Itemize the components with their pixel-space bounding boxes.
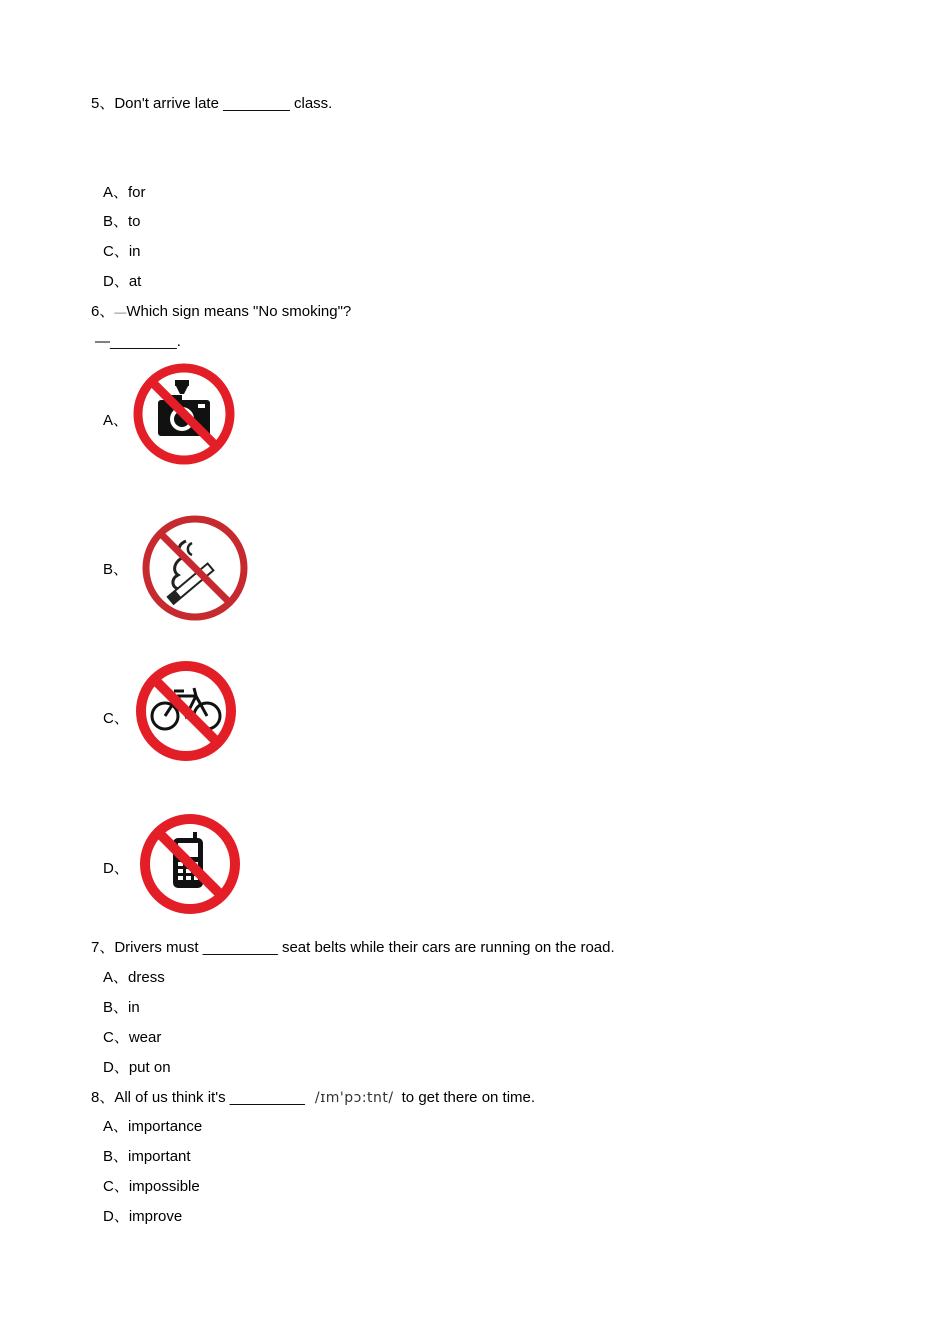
no-mobile-phone-icon[interactable] <box>138 812 242 916</box>
question-number: 5、 <box>91 95 115 112</box>
option-letter: D、 <box>103 273 129 290</box>
question-5 <box>91 94 332 114</box>
no-smoking-icon[interactable] <box>140 513 250 623</box>
option-b[interactable] <box>103 1147 191 1167</box>
option-letter: D、 <box>103 860 129 877</box>
no-camera-icon[interactable] <box>132 362 236 466</box>
option-text: wear <box>128 1029 162 1046</box>
question-number: 7、 <box>91 939 115 956</box>
option-b[interactable] <box>103 560 128 580</box>
option-letter: A、 <box>103 184 129 201</box>
answer-blank: _________ <box>229 1089 305 1106</box>
answer-blank: ________ <box>223 95 290 112</box>
question-8 <box>91 1088 535 1108</box>
option-c[interactable] <box>103 709 129 729</box>
question-text-post: to get there on time. <box>401 1089 536 1106</box>
question-text-post: class. <box>289 95 333 112</box>
option-c[interactable] <box>103 242 141 262</box>
option-text: for <box>128 184 146 201</box>
phonetic-transcription: /ɪm'pɔ:tnt/ <box>314 1090 394 1106</box>
option-d[interactable] <box>103 272 141 292</box>
question-text-pre: Drivers must <box>114 939 203 956</box>
option-letter: B、 <box>103 1148 129 1165</box>
option-a[interactable] <box>103 968 165 988</box>
answer-blank: _________ <box>202 939 278 956</box>
no-bicycle-icon[interactable] <box>134 658 238 764</box>
option-a[interactable] <box>103 411 128 431</box>
option-text: impossible <box>128 1178 200 1195</box>
question-text-post: seat belts while their cars are running on the road. <box>277 939 615 956</box>
option-text: dress <box>128 969 165 986</box>
option-text: at <box>128 273 142 290</box>
option-letter: A、 <box>103 412 129 429</box>
question-text-pre: All of us think it's <box>114 1089 230 1106</box>
option-d[interactable] <box>103 859 129 879</box>
option-letter: C、 <box>103 710 129 727</box>
option-text: to <box>128 213 141 230</box>
question-7 <box>91 938 615 958</box>
option-letter: B、 <box>103 999 129 1016</box>
option-a[interactable] <box>103 183 146 203</box>
option-letter: C、 <box>103 243 129 260</box>
answer-line: —________. <box>95 333 181 350</box>
option-text: in <box>128 999 140 1016</box>
option-text: in <box>128 243 141 260</box>
question-text-pre: Don't arrive late <box>114 95 224 112</box>
option-text: improve <box>128 1208 183 1225</box>
option-text: put on <box>128 1059 171 1076</box>
dialog-dash: — <box>114 305 127 319</box>
option-text: importance <box>128 1118 203 1135</box>
option-letter: A、 <box>103 969 129 986</box>
option-letter: D、 <box>103 1059 129 1076</box>
option-b[interactable] <box>103 212 141 232</box>
option-d[interactable] <box>103 1058 171 1078</box>
option-d[interactable] <box>103 1207 182 1227</box>
option-a[interactable] <box>103 1117 202 1137</box>
option-c[interactable] <box>103 1177 200 1197</box>
question-text: Which sign means "No smoking"? <box>126 303 352 320</box>
option-b[interactable] <box>103 998 140 1018</box>
option-letter: D、 <box>103 1208 129 1225</box>
option-letter: B、 <box>103 561 129 578</box>
option-letter: C、 <box>103 1178 129 1195</box>
question-number: 6、 <box>91 303 115 320</box>
option-c[interactable] <box>103 1028 161 1048</box>
option-letter: A、 <box>103 1118 129 1135</box>
question-6 <box>91 302 351 322</box>
option-letter: C、 <box>103 1029 129 1046</box>
option-letter: B、 <box>103 213 129 230</box>
option-text: important <box>128 1148 191 1165</box>
question-number: 8、 <box>91 1089 115 1106</box>
